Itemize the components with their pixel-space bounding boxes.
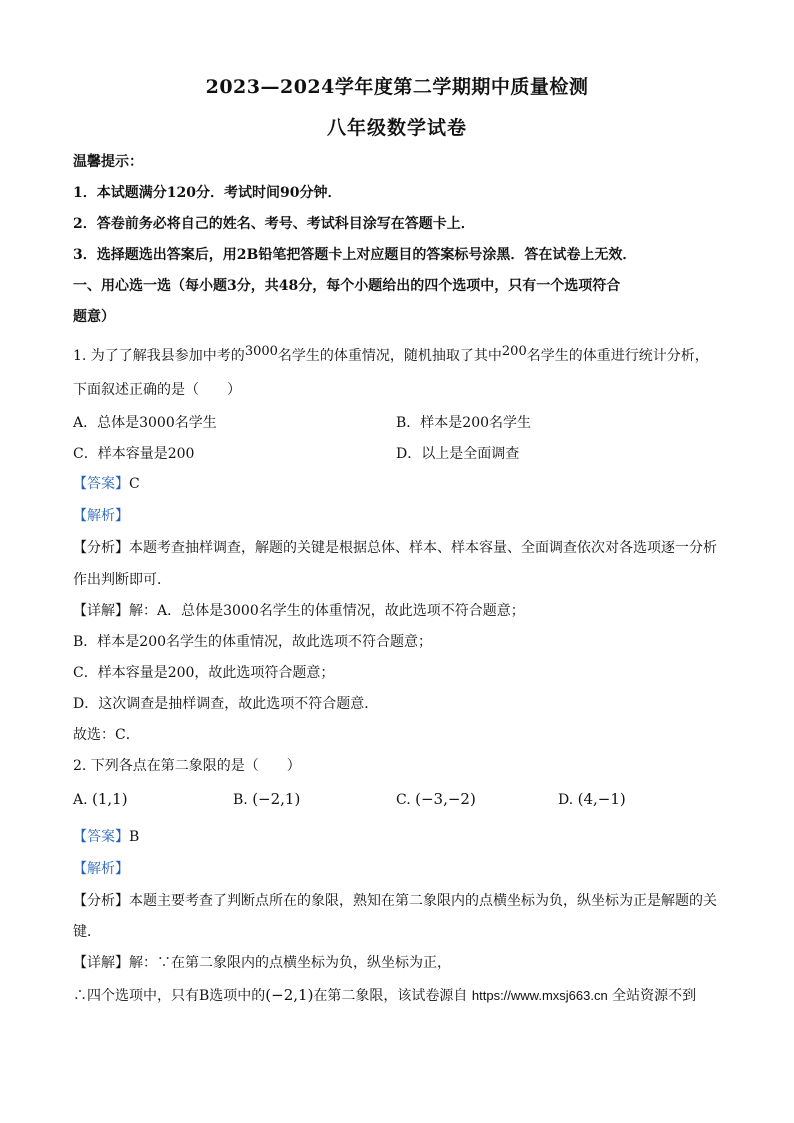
q2-option-b [233, 790, 300, 808]
q1-detail-line1 [73, 600, 525, 620]
q1-fenxi-text1: 本题考查抽样调查，解题的关键是根据总体、样本、样本容量、全面调查依次对各选项逐一分析 [129, 540, 717, 556]
q2-option-c-value: (−3,−2) [415, 790, 476, 808]
q1-detail-line4: D．这次调查是抽样调查，故此选项不符合题意． [73, 696, 379, 712]
q2-answer [73, 826, 139, 846]
q2-fenxi-label: 【分析】 [73, 893, 129, 909]
q1-stem-c: 名学生的体重进行统计分析， [526, 348, 709, 364]
source-url-link[interactable]: https://www.mxsj663.cn [471, 988, 608, 1003]
q1-fenxi-line2: 作出判断即可． [73, 572, 171, 588]
q1-detail-line3: C．样本容量是200，故此选项符合题意； [73, 665, 335, 681]
q2-option-b-label: B. [233, 792, 248, 808]
q2-last-c: 全站资源不到 [612, 988, 697, 1004]
q2-detail-line1 [73, 952, 451, 972]
q2-fenxi-line1 [73, 890, 717, 910]
q1-stem-line2: 下面叙述正确的是（ ） [73, 382, 241, 398]
q1-choose: 故选：C． [73, 727, 140, 743]
q2-option-d-label: D. [558, 792, 574, 808]
q1-num-b: 200 [501, 344, 527, 359]
q2-option-b-value: (−2,1) [252, 790, 301, 808]
q1-answer [73, 473, 140, 493]
section-heading-line2: 题意） [73, 309, 115, 325]
q2-last-line [73, 985, 696, 1005]
exam-title: 2023—2024学年度第二学期期中质量检测 [205, 76, 589, 98]
q2-detail-label: 【详解】 [73, 955, 129, 971]
q1-num-a: 3000 [244, 344, 278, 359]
q2-fenxi-text1: 本题主要考查了判断点所在的象限，熟知在第二象限内的点横坐标为负，纵坐标为正是解题的关 [129, 893, 717, 909]
q1-option-b: B．样本是200名学生 [396, 415, 532, 431]
q1-fenxi-label: 【分析】 [73, 540, 129, 556]
q1-detail-text1: 解：A．总体是3000名学生的体重情况，故此选项不符合题意； [129, 603, 525, 619]
q1-answer-label: 【答案】 [73, 476, 129, 492]
tip-3: 3．选择题选出答案后，用2B铅笔把答题卡上对应题目的答案标号涂黑．答在试卷上无效． [73, 247, 637, 263]
q2-option-a [73, 790, 128, 808]
tip-1: 1．本试题满分120分．考试时间90分钟． [73, 185, 342, 201]
q1-stem [73, 345, 709, 365]
q2-analysis-label: 【解析】 [73, 861, 129, 877]
q1-answer-value: C [129, 476, 140, 492]
q2-fenxi-line2: 键． [73, 924, 101, 940]
q2-stem: 2. 下列各点在第二象限的是（ ） [73, 758, 301, 774]
q2-last-point: (−2,1) [265, 986, 314, 1004]
q2-last-a: ∴四个选项中，只有B选项中的 [73, 988, 266, 1004]
tips-heading: 温馨提示： [73, 154, 143, 170]
q2-option-a-value: (1,1) [92, 790, 128, 808]
q1-detail-label: 【详解】 [73, 603, 129, 619]
q2-option-d [558, 790, 626, 808]
tip-2: 2．答卷前务必将自己的姓名、考号、考试科目涂写在答题卡上． [73, 216, 475, 232]
section-heading-line1: 一、用心选一选（每小题3分，共48分，每个小题给出的四个选项中，只有一个选项符合 [73, 278, 621, 294]
q1-option-d: D．以上是全面调查 [396, 446, 520, 462]
q1-stem-b: 名学生的体重情况，随机抽取了其中 [277, 348, 502, 364]
q1-option-c: C．样本容量是200 [73, 446, 195, 462]
q2-last-b: 在第二象限，该试卷源自 [313, 988, 468, 1004]
q2-option-d-value: (4,−1) [577, 790, 626, 808]
q1-fenxi-line1 [73, 537, 717, 557]
q1-stem-a: 1. 为了了解我县参加中考的 [73, 348, 245, 364]
q2-detail-text1: 解：∵在第二象限内的点横坐标为负，纵坐标为正， [129, 955, 451, 971]
q2-option-a-label: A. [73, 792, 88, 808]
q2-answer-label: 【答案】 [73, 829, 129, 845]
q2-answer-value: B [129, 829, 140, 845]
q1-detail-line2: B．样本是200名学生的体重情况，故此选项不符合题意； [73, 634, 433, 650]
q1-analysis-label: 【解析】 [73, 508, 129, 524]
q2-option-c-label: C. [396, 792, 411, 808]
exam-subtitle: 八年级数学试卷 [326, 117, 467, 139]
q2-option-c [396, 790, 476, 808]
q1-option-a: A．总体是3000名学生 [73, 415, 217, 431]
